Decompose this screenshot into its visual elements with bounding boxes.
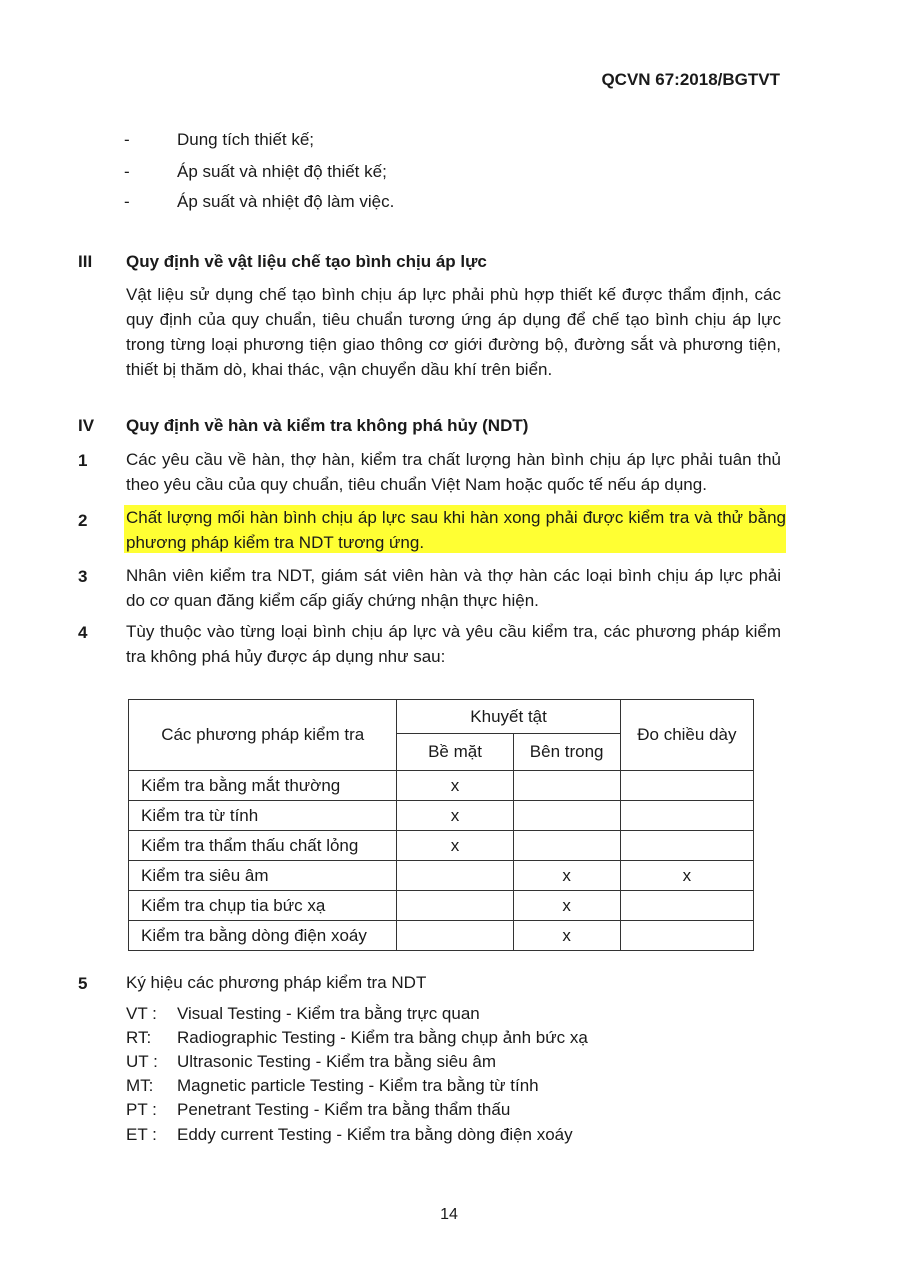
abbreviation-code: MT: bbox=[126, 1076, 154, 1095]
method-cell: Kiểm tra từ tính bbox=[129, 801, 397, 831]
table-row bbox=[129, 861, 754, 891]
method-cell: Kiểm tra chụp tia bức xạ bbox=[129, 891, 397, 921]
header-method: Các phương pháp kiểm tra bbox=[129, 700, 397, 771]
item-number: 2 bbox=[78, 511, 88, 530]
table-row bbox=[129, 831, 754, 861]
table-row bbox=[129, 801, 754, 831]
table-row bbox=[129, 891, 754, 921]
abbreviation-code: RT: bbox=[126, 1028, 152, 1047]
dash-marker: - bbox=[124, 130, 130, 149]
abbreviation-text: Ultrasonic Testing - Kiểm tra bằng siêu âm bbox=[177, 1052, 497, 1071]
abbreviation-text: Eddy current Testing - Kiểm tra bằng dòng điện xoáy bbox=[177, 1125, 573, 1144]
abbreviation-text: Penetrant Testing - Kiểm tra bằng thẩm thấu bbox=[177, 1100, 511, 1119]
abbreviation-code: PT : bbox=[126, 1100, 157, 1119]
abbreviation-line bbox=[126, 1028, 588, 1048]
inside-cell bbox=[513, 801, 620, 831]
method-cell: Kiểm tra bằng mắt thường bbox=[129, 771, 397, 801]
abbreviation-text: Radiographic Testing - Kiểm tra bằng chụp ảnh bức xạ bbox=[177, 1028, 588, 1047]
abbreviation-line bbox=[126, 1076, 539, 1096]
header-inside: Bên trong bbox=[513, 734, 620, 771]
abbreviation-code: VT : bbox=[126, 1004, 157, 1023]
dash-marker: - bbox=[124, 162, 130, 181]
surface-cell bbox=[397, 861, 513, 891]
inside-cell bbox=[513, 831, 620, 861]
section-number: III bbox=[78, 252, 93, 271]
item-number: 1 bbox=[78, 451, 88, 470]
abbreviation-code: UT : bbox=[126, 1052, 158, 1071]
method-cell: Kiểm tra siêu âm bbox=[129, 861, 397, 891]
header-defect: Khuyết tật bbox=[397, 700, 620, 734]
highlighted-item-text: Chất lượng mối hàn bình chịu áp lực sau khi hàn xong phải được kiểm tra và thử bằng phương pháp kiểm tra NDT tương ứng. bbox=[124, 505, 786, 553]
inside-cell: x bbox=[513, 921, 620, 951]
item-number: 4 bbox=[78, 623, 88, 642]
thickness-cell bbox=[620, 921, 753, 951]
header-thickness: Đo chiều dày bbox=[620, 700, 753, 771]
item-number: 3 bbox=[78, 567, 88, 586]
abbreviation-text: Magnetic particle Testing - Kiểm tra bằng từ tính bbox=[177, 1076, 539, 1095]
abbreviation-line bbox=[126, 1125, 573, 1145]
table-row bbox=[129, 921, 754, 951]
section-title: Quy định về hàn và kiểm tra không phá hủy (NDT) bbox=[126, 416, 529, 435]
item-number: 5 bbox=[78, 974, 88, 993]
inside-cell: x bbox=[513, 891, 620, 921]
list-item-text: Áp suất và nhiệt độ thiết kế; bbox=[177, 162, 387, 181]
thickness-cell bbox=[620, 831, 753, 861]
list-item-text: Áp suất và nhiệt độ làm việc. bbox=[177, 192, 395, 211]
dash-marker: - bbox=[124, 192, 130, 211]
surface-cell bbox=[397, 921, 513, 951]
surface-cell bbox=[397, 891, 513, 921]
abbreviation-line bbox=[126, 1004, 480, 1024]
table-row bbox=[129, 771, 754, 801]
section-title: Quy định về vật liệu chế tạo bình chịu áp lực bbox=[126, 252, 487, 271]
surface-cell: x bbox=[397, 831, 513, 861]
abbreviation-line bbox=[126, 1052, 496, 1072]
header-surface: Bề mặt bbox=[397, 734, 513, 771]
document-code: QCVN 67:2018/BGTVT bbox=[601, 70, 780, 89]
method-cell: Kiểm tra bằng dòng điện xoáy bbox=[129, 921, 397, 951]
surface-cell: x bbox=[397, 771, 513, 801]
inside-cell bbox=[513, 771, 620, 801]
item-text: Ký hiệu các phương pháp kiểm tra NDT bbox=[126, 973, 427, 992]
page-number: 14 bbox=[440, 1206, 458, 1223]
ndt-methods-table bbox=[128, 699, 754, 951]
thickness-cell bbox=[620, 801, 753, 831]
item-text: Nhân viên kiểm tra NDT, giám sát viên hàn và thợ hàn các loại bình chịu áp lực phải do cơ quan đăng kiểm cấp giấy chứng nhận thực hiện. bbox=[126, 566, 781, 610]
abbreviation-code: ET : bbox=[126, 1125, 157, 1144]
surface-cell: x bbox=[397, 801, 513, 831]
abbreviation-text: Visual Testing - Kiểm tra bằng trực quan bbox=[177, 1004, 480, 1023]
list-item-text: Dung tích thiết kế; bbox=[177, 130, 315, 149]
abbreviation-line bbox=[126, 1100, 510, 1120]
method-cell: Kiểm tra thẩm thấu chất lỏng bbox=[129, 831, 397, 861]
thickness-cell bbox=[620, 771, 753, 801]
item-text: Tùy thuộc vào từng loại bình chịu áp lực và yêu cầu kiểm tra, các phương pháp kiểm tra không phá hủy được áp dụng như sau: bbox=[126, 622, 781, 666]
inside-cell: x bbox=[513, 861, 620, 891]
section-body: Vật liệu sử dụng chế tạo bình chịu áp lực phải phù hợp thiết kế được thẩm định, các quy định của quy chuẩn, tiêu chuẩn tương ứng áp dụng để chế tạo bình chịu áp lực trong từng loại phương tiện giao thông cơ giới đường bộ, đường sắt và phương tiện, thiết bị thăm dò, khai thác, vận chuyển dầu khí trên biển. bbox=[126, 285, 781, 379]
thickness-cell: x bbox=[620, 861, 753, 891]
section-number: IV bbox=[78, 416, 95, 435]
item-text: Các yêu cầu về hàn, thợ hàn, kiểm tra chất lượng hàn bình chịu áp lực phải tuân thủ theo yêu cầu của quy chuẩn, tiêu chuẩn Việt Nam hoặc quốc tế nếu áp dụng. bbox=[126, 450, 781, 494]
thickness-cell bbox=[620, 891, 753, 921]
